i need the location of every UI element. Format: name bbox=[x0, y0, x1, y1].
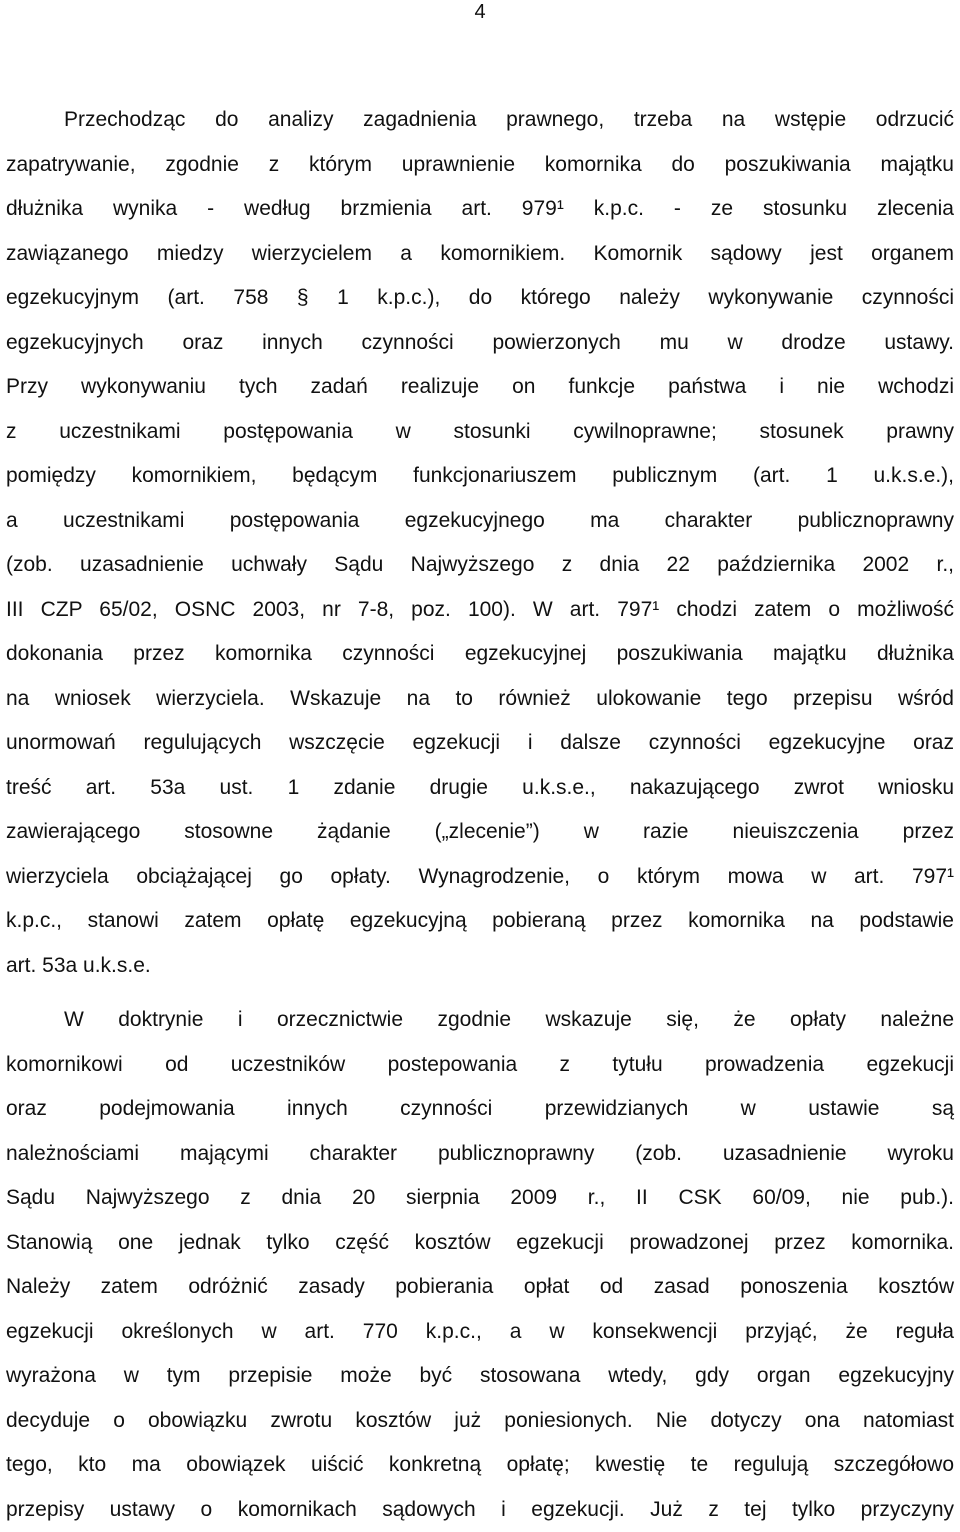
paragraph-1-line: dokonania przez komornika czynności egzekucyjnej poszukiwania majątku dłużnika bbox=[6, 632, 954, 677]
paragraph-2-line: tego, kto ma obowiązek uiścić konkretną opłatę; kwestię te regulują szczegółowo bbox=[6, 1443, 954, 1488]
paragraph-1-line: treść art. 53a ust. 1 zdanie drugie u.k.s.e., nakazującego zwrot wniosku bbox=[6, 766, 954, 811]
paragraph-1-line: dłużnika wynika - według brzmienia art. 979¹ k.p.c. - ze stosunku zlecenia bbox=[6, 187, 954, 232]
paragraph-2-line: komornikowi od uczestników postepowania z tytułu prowadzenia egzekucji bbox=[6, 1043, 954, 1088]
paragraph-2-line: W doktrynie i orzecznictwie zgodnie wskazuje się, że opłaty należne bbox=[6, 998, 954, 1043]
paragraph-1-line: zawiązanego miedzy wierzycielem a komornikiem. Komornik sądowy jest organem bbox=[6, 232, 954, 277]
paragraph-1-line: a uczestnikami postępowania egzekucyjnego ma charakter publicznoprawny bbox=[6, 499, 954, 544]
paragraph-2-line: Stanowią one jednak tylko część kosztów egzekucji prowadzonej przez komornika. bbox=[6, 1221, 954, 1266]
paragraph-1-line: zapatrywanie, zgodnie z którym uprawnienie komornika do poszukiwania majątku bbox=[6, 143, 954, 188]
paragraph-1-line: wierzyciela obciążającej go opłaty. Wynagrodzenie, o którym mowa w art. 797¹ bbox=[6, 855, 954, 900]
paragraph-2-line: Należy zatem odróżnić zasady pobierania opłat od zasad ponoszenia kosztów bbox=[6, 1265, 954, 1310]
paragraph-2-line: decyduje o obowiązku zwrotu kosztów już poniesionych. Nie dotyczy ona natomiast bbox=[6, 1399, 954, 1444]
paragraph-1-line: egzekucyjnych oraz innych czynności powierzonych mu w drodze ustawy. bbox=[6, 321, 954, 366]
paragraph-1-line: unormowań regulujących wszczęcie egzekucji i dalsze czynności egzekucyjne oraz bbox=[6, 721, 954, 766]
paragraph-1-line: pomiędzy komornikiem, będącym funkcjonariuszem publicznym (art. 1 u.k.s.e.), bbox=[6, 454, 954, 499]
paragraph-1-line: Przy wykonywaniu tych zadań realizuje on funkcje państwa i nie wchodzi bbox=[6, 365, 954, 410]
paragraph-1-line: z uczestnikami postępowania w stosunki cywilnoprawne; stosunek prawny bbox=[6, 410, 954, 455]
paragraph-1-line: k.p.c., stanowi zatem opłatę egzekucyjną pobieraną przez komornika na podstawie bbox=[6, 899, 954, 944]
page-number: 4 bbox=[0, 0, 960, 24]
paragraph-1-line: III CZP 65/02, OSNC 2003, nr 7-8, poz. 100). W art. 797¹ chodzi zatem o możliwość bbox=[6, 588, 954, 633]
paragraph-2-line: egzekucji określonych w art. 770 k.p.c., a w konsekwencji przyjąć, że reguła bbox=[6, 1310, 954, 1355]
paragraph-2-line: wyrażona w tym przepisie może być stosowana wtedy, gdy organ egzekucyjny bbox=[6, 1354, 954, 1399]
paragraph-2-line: należnościami mającymi charakter publicznoprawny (zob. uzasadnienie wyroku bbox=[6, 1132, 954, 1177]
paragraph-1-line: egzekucyjnym (art. 758 § 1 k.p.c.), do którego należy wykonywanie czynności bbox=[6, 276, 954, 321]
paragraph-2-line: przepisy ustawy o komornikach sądowych i egzekucji. Już z tej tylko przyczyny bbox=[6, 1488, 954, 1532]
paragraph-1-line: Przechodząc do analizy zagadnienia prawnego, trzeba na wstępie odrzucić bbox=[6, 98, 954, 143]
paragraph-1-line: art. 53a u.k.s.e. bbox=[6, 944, 954, 989]
paragraph-2-line: Sądu Najwyższego z dnia 20 sierpnia 2009 r., II CSK 60/09, nie pub.). bbox=[6, 1176, 954, 1221]
paragraph-1-line: (zob. uzasadnienie uchwały Sądu Najwyższego z dnia 22 października 2002 r., bbox=[6, 543, 954, 588]
paragraph-1-line: zawierającego stosowne żądanie („zlecenie”) w razie nieuiszczenia przez bbox=[6, 810, 954, 855]
paragraph-2-line: oraz podejmowania innych czynności przewidzianych w ustawie są bbox=[6, 1087, 954, 1132]
paragraph-2 bbox=[6, 998, 954, 1532]
paragraph-1-line: na wniosek wierzyciela. Wskazuje na to również ulokowanie tego przepisu wśród bbox=[6, 677, 954, 722]
paragraph-1 bbox=[6, 98, 954, 988]
